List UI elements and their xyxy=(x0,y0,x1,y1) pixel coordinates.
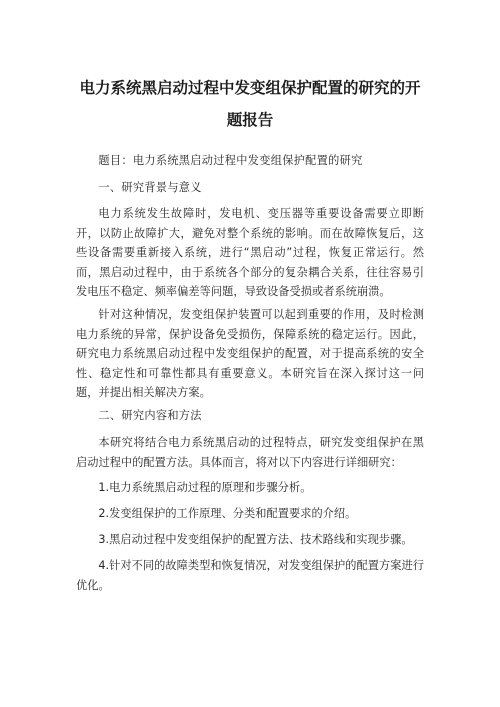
list-item-2: 2.发变组保护的工作原理、分类和配置要求的介绍。 xyxy=(98,507,357,520)
section1-heading: 一、研究背景与意义 xyxy=(98,181,202,194)
document-title-line2: 题报告 xyxy=(226,111,274,129)
document-title-line1: 电力系统黑启动过程中发变组保护配置的研究的开 xyxy=(79,79,421,97)
section2-intro: 本研究将结合电力系统黑启动的过程特点，研究发变组保护在黑启动过程中的配置方法。具体而言，将对以下内容进行详细研究： xyxy=(76,436,424,469)
section2-heading: 二、研究内容和方法 xyxy=(98,409,202,422)
list-item-4: 4.针对不同的故障类型和恢复情况，对发变组保护的配置方案进行优化。 xyxy=(76,559,424,592)
list-item-1: 1.电力系统黑启动过程的原理和步骤分析。 xyxy=(98,481,312,494)
document-subject: 题目：电力系统黑启动过程中发变组保护配置的研究 xyxy=(98,154,363,167)
section1-paragraph2: 针对这种情况，发变组保护装置可以起到重要的作用，及时检测电力系统的异常，保护设备免受损伤，保障系统的稳定运行。因此，研究电力系统黑启动过程中发变组保护的配置，对于提高系统的安全性、稳定性和可靠性都具有重要意义。本研究旨在深入探讨这一问题，并提出相关解决方案。 xyxy=(76,308,424,399)
section1-paragraph1: 电力系统发生故障时，发电机、变压器等重要设备需要立即断开，以防止故障扩大，避免对整个系统的影响。而在故障恢复后，这些设备需要重新接入系统，进行“黑启动”过程，恢复正常运行。然而，黑启动过程中，由于系统各个部分的复杂耦合关系，往往容易引发电压不稳定、频率偏差等问题，导致设备受损或者系统崩溃。 xyxy=(76,207,424,298)
list-item-3: 3.黑启动过程中发变组保护的配置方法、技术路线和实现步骤。 xyxy=(98,533,413,546)
